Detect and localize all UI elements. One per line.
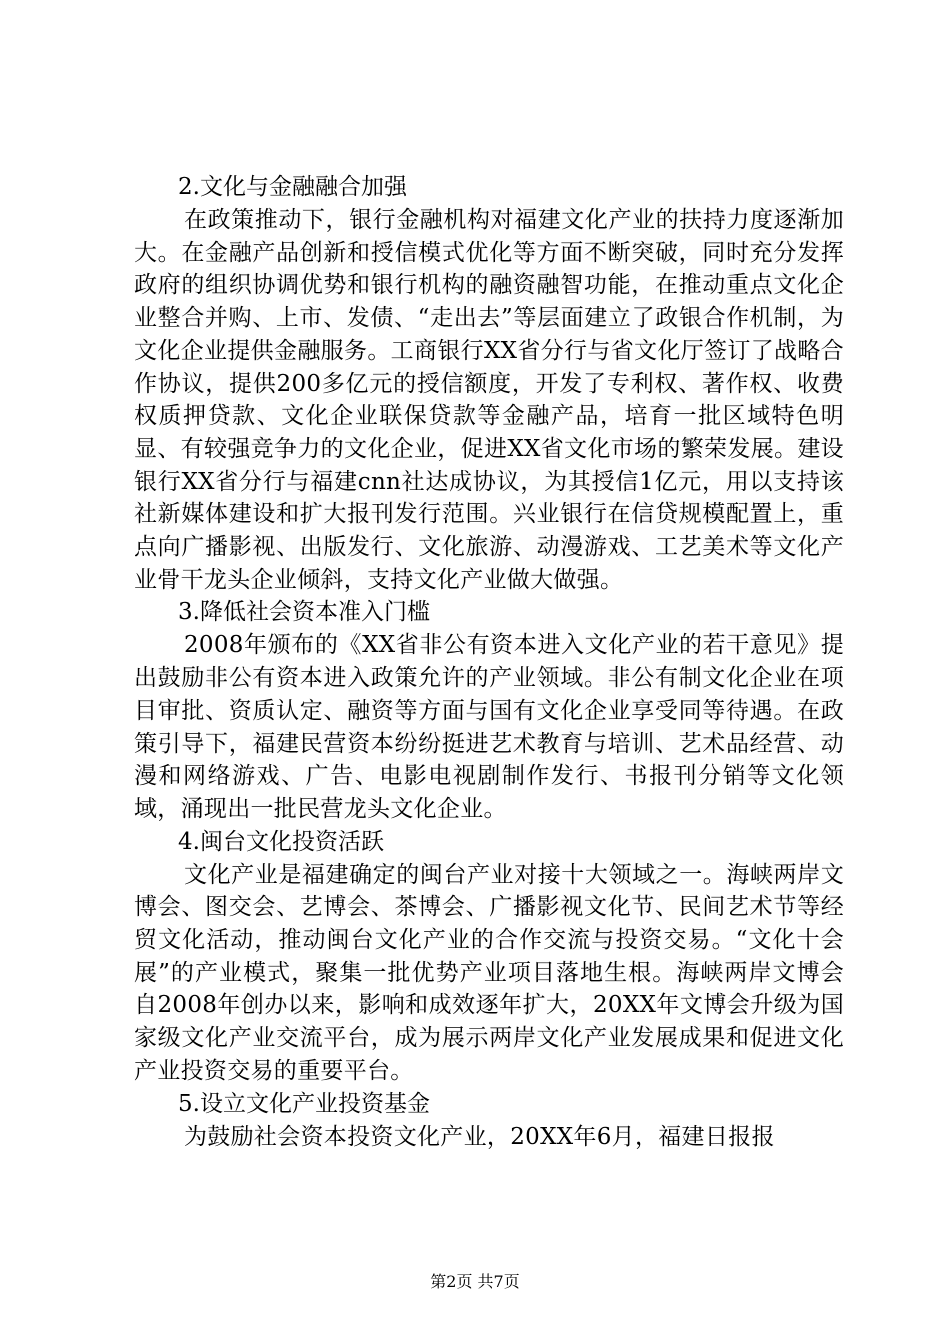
section-fujian-taiwan (134, 826, 844, 1088)
section-heading: 2.文化与金融融合加强 (178, 174, 407, 200)
section-paragraph: 文化产业是福建确定的闽台产业对接十大领域之一。海峡两岸文博会、图交会、艺博会、茶博会、广播影视文化节、民间艺术节等经贸文化活动，推动闽台文化产业的合作交流与投资交易。“文化十会展”的产业模式，聚集一批优势产业项目落地生根。海峡两岸文博会自2008年创办以来，影响和成效逐年扩大，20XX年文博会升级为国家级文化产业交流平台，成为展示两岸文化产业发展成果和促进文化产业投资交易的重要平台。 (134, 861, 844, 1084)
section-paragraph: 为鼓励社会资本投资文化产业，20XX年6月，福建日报报 (184, 1123, 775, 1150)
section-heading: 3.降低社会资本准入门槛 (178, 599, 430, 626)
document-body (134, 171, 844, 1153)
section-social-capital (134, 596, 844, 825)
section-investment-fund (134, 1088, 844, 1154)
page-number-footer: 第2页 共7页 (430, 1272, 520, 1291)
section-finance (134, 171, 844, 596)
section-heading: 5.设立文化产业投资基金 (178, 1090, 430, 1117)
section-paragraph: 2008年颁布的《XX省非公有资本进入文化产业的若干意见》提出鼓励非公有资本进入政策允许的产业领域。非公有制文化企业在项目审批、资质认定、融资等方面与国有文化企业享受同等待遇。在政策引导下，福建民营资本纷纷挺进艺术教育与培训、艺术品经营、动漫和网络游戏、广告、电影电视剧制作发行、书报刊分销等文化领域，涌现出一批民营龙头文化企业。 (134, 632, 844, 822)
section-paragraph: 在政策推动下，银行金融机构对福建文化产业的扶持力度逐渐加大。在金融产品创新和授信模式优化等方面不断突破，同时充分发挥政府的组织协调优势和银行机构的融资融智功能，在推动重点文化企业整合并购、上市、发债、“走出去”等层面建立了政银合作机制，为文化企业提供金融服务。工商银行XX省分行与省文化厅签订了战略合作协议，提供200多亿元的授信额度，开发了专利权、著作权、收费权质押贷款、文化企业联保贷款等金融产品，培育一批区域特色明显、有较强竞争力的文化企业，促进XX省文化市场的繁荣发展。建设银行XX省分行与福建cnn社达成协议，为其授信1亿元，用以支持该社新媒体建设和扩大报刊发行范围。兴业银行在信贷规模配置上，重点向广播影视、出版发行、文化旅游、动漫游戏、工艺美术等文化产业骨干龙头企业倾斜，支持文化产业做大做强。 (134, 207, 844, 593)
section-heading: 4.闽台文化投资活跃 (178, 828, 384, 855)
